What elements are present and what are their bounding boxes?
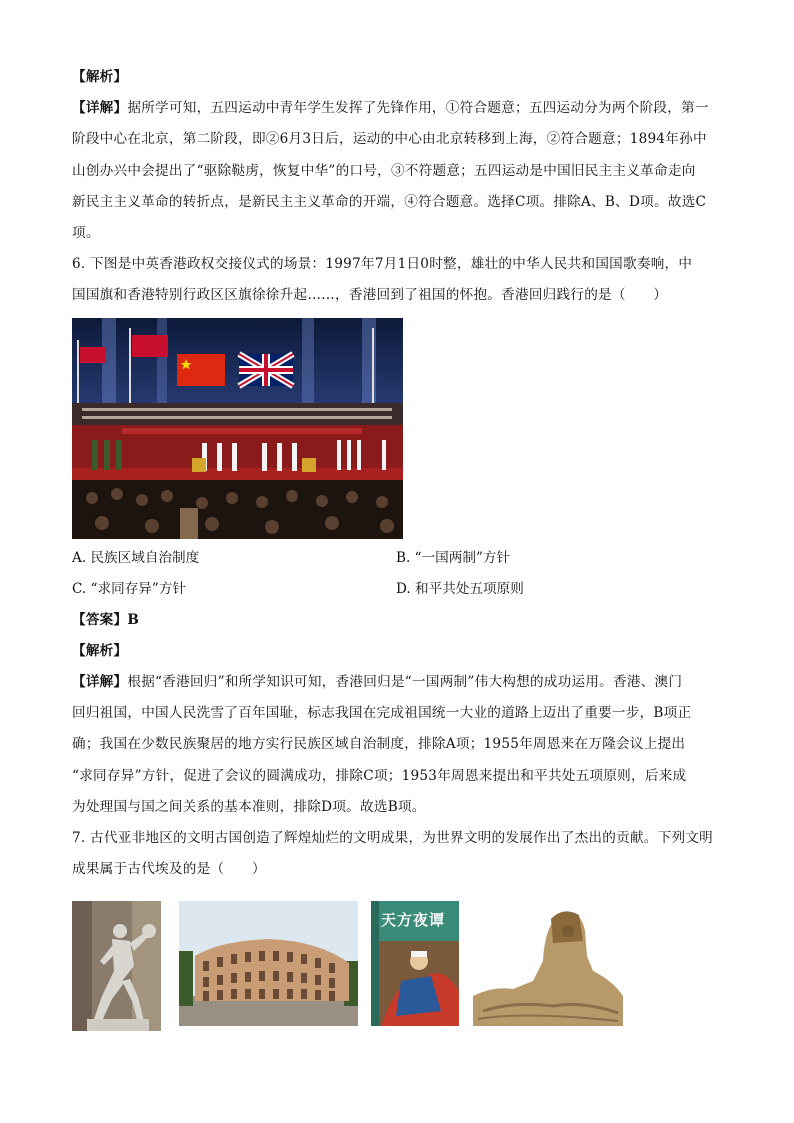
- book-title: 天方夜谭: [381, 911, 446, 930]
- question-6-options: [72, 543, 722, 605]
- detail-tag: 【详解】: [72, 100, 128, 117]
- document-page: [72, 62, 722, 1033]
- analysis-tag: 【解析】: [72, 69, 128, 85]
- detail-paragraph-1: 【详解】据所学可知，五四运动中青年学生发挥了先锋作用，①符合题意；五四运动分为两个阶段，第一 阶段中心在北京，第二阶段，即②6月3日后，运动的中心由北京转移到上海，②符合题意；1894年孙中 山创办兴中会提出了“驱除鞑虏，恢复中华”的口号，③不符题意；五四运动是中国旧民主主义革命走向 新民主主义革命的转折点，是新民主主义革命的开端，④符合题意。选择C项。排除A、B、D项。故选C 项。: [72, 100, 709, 242]
- option-d[interactable]: D. 和平共处五项原则: [396, 580, 524, 597]
- option-b[interactable]: B. “一国两制”方针: [396, 549, 511, 566]
- question-7-images: [72, 901, 722, 1033]
- option-c[interactable]: C. “求同存异”方针: [72, 580, 187, 597]
- union-flag-icon: [239, 354, 293, 386]
- discus-thrower-image[interactable]: [72, 901, 161, 1031]
- analysis-tag-2: 【解析】: [72, 642, 128, 659]
- sphinx-image[interactable]: [473, 901, 623, 1026]
- handover-ceremony-photo: [72, 318, 403, 539]
- question-6: 6. 下图是中英香港政权交接仪式的场景：1997年7月1日0时整，雄壮的中华人民共和国国歌奏响，中 国国旗和香港特别行政区区旗徐徐升起……，香港回到了祖国的怀抱。香港回归践行的是（ ）: [72, 256, 693, 304]
- answer-line: 【答案】B: [72, 611, 140, 628]
- option-a[interactable]: A. 民族区域自治制度: [72, 549, 200, 566]
- detail-paragraph-2: 【详解】根据“香港回归”和所学知识可知，香港回归是“一国两制”伟大构想的成功运用。香港、澳门 回归祖国，中国人民洗雪了百年国耻，标志我国在完成祖国统一大业的道路上迈出了重要一步，B项正 确；我国在少数民族聚居的地方实行民族区域自治制度，排除A项；1955年周恩来在万隆会议上提出 “求同存异”方针，促进了会议的圆满成功，排除C项；1953年周恩来提出和平共处五项原则，后来成 为处理国与国之间关系的基本准则，排除D项。故选B项。: [72, 674, 692, 815]
- arabian-nights-book-image[interactable]: [371, 901, 459, 1026]
- ceremony-illustration: [72, 318, 403, 539]
- detail-tag-2: 【详解】: [72, 674, 128, 691]
- colosseum-image[interactable]: [179, 901, 358, 1026]
- question-7: 7. 古代亚非地区的文明古国创造了辉煌灿烂的文明成果，为世界文明的发展作出了杰出的贡献。下列文明 成果属于古代埃及的是（ ）: [72, 830, 714, 878]
